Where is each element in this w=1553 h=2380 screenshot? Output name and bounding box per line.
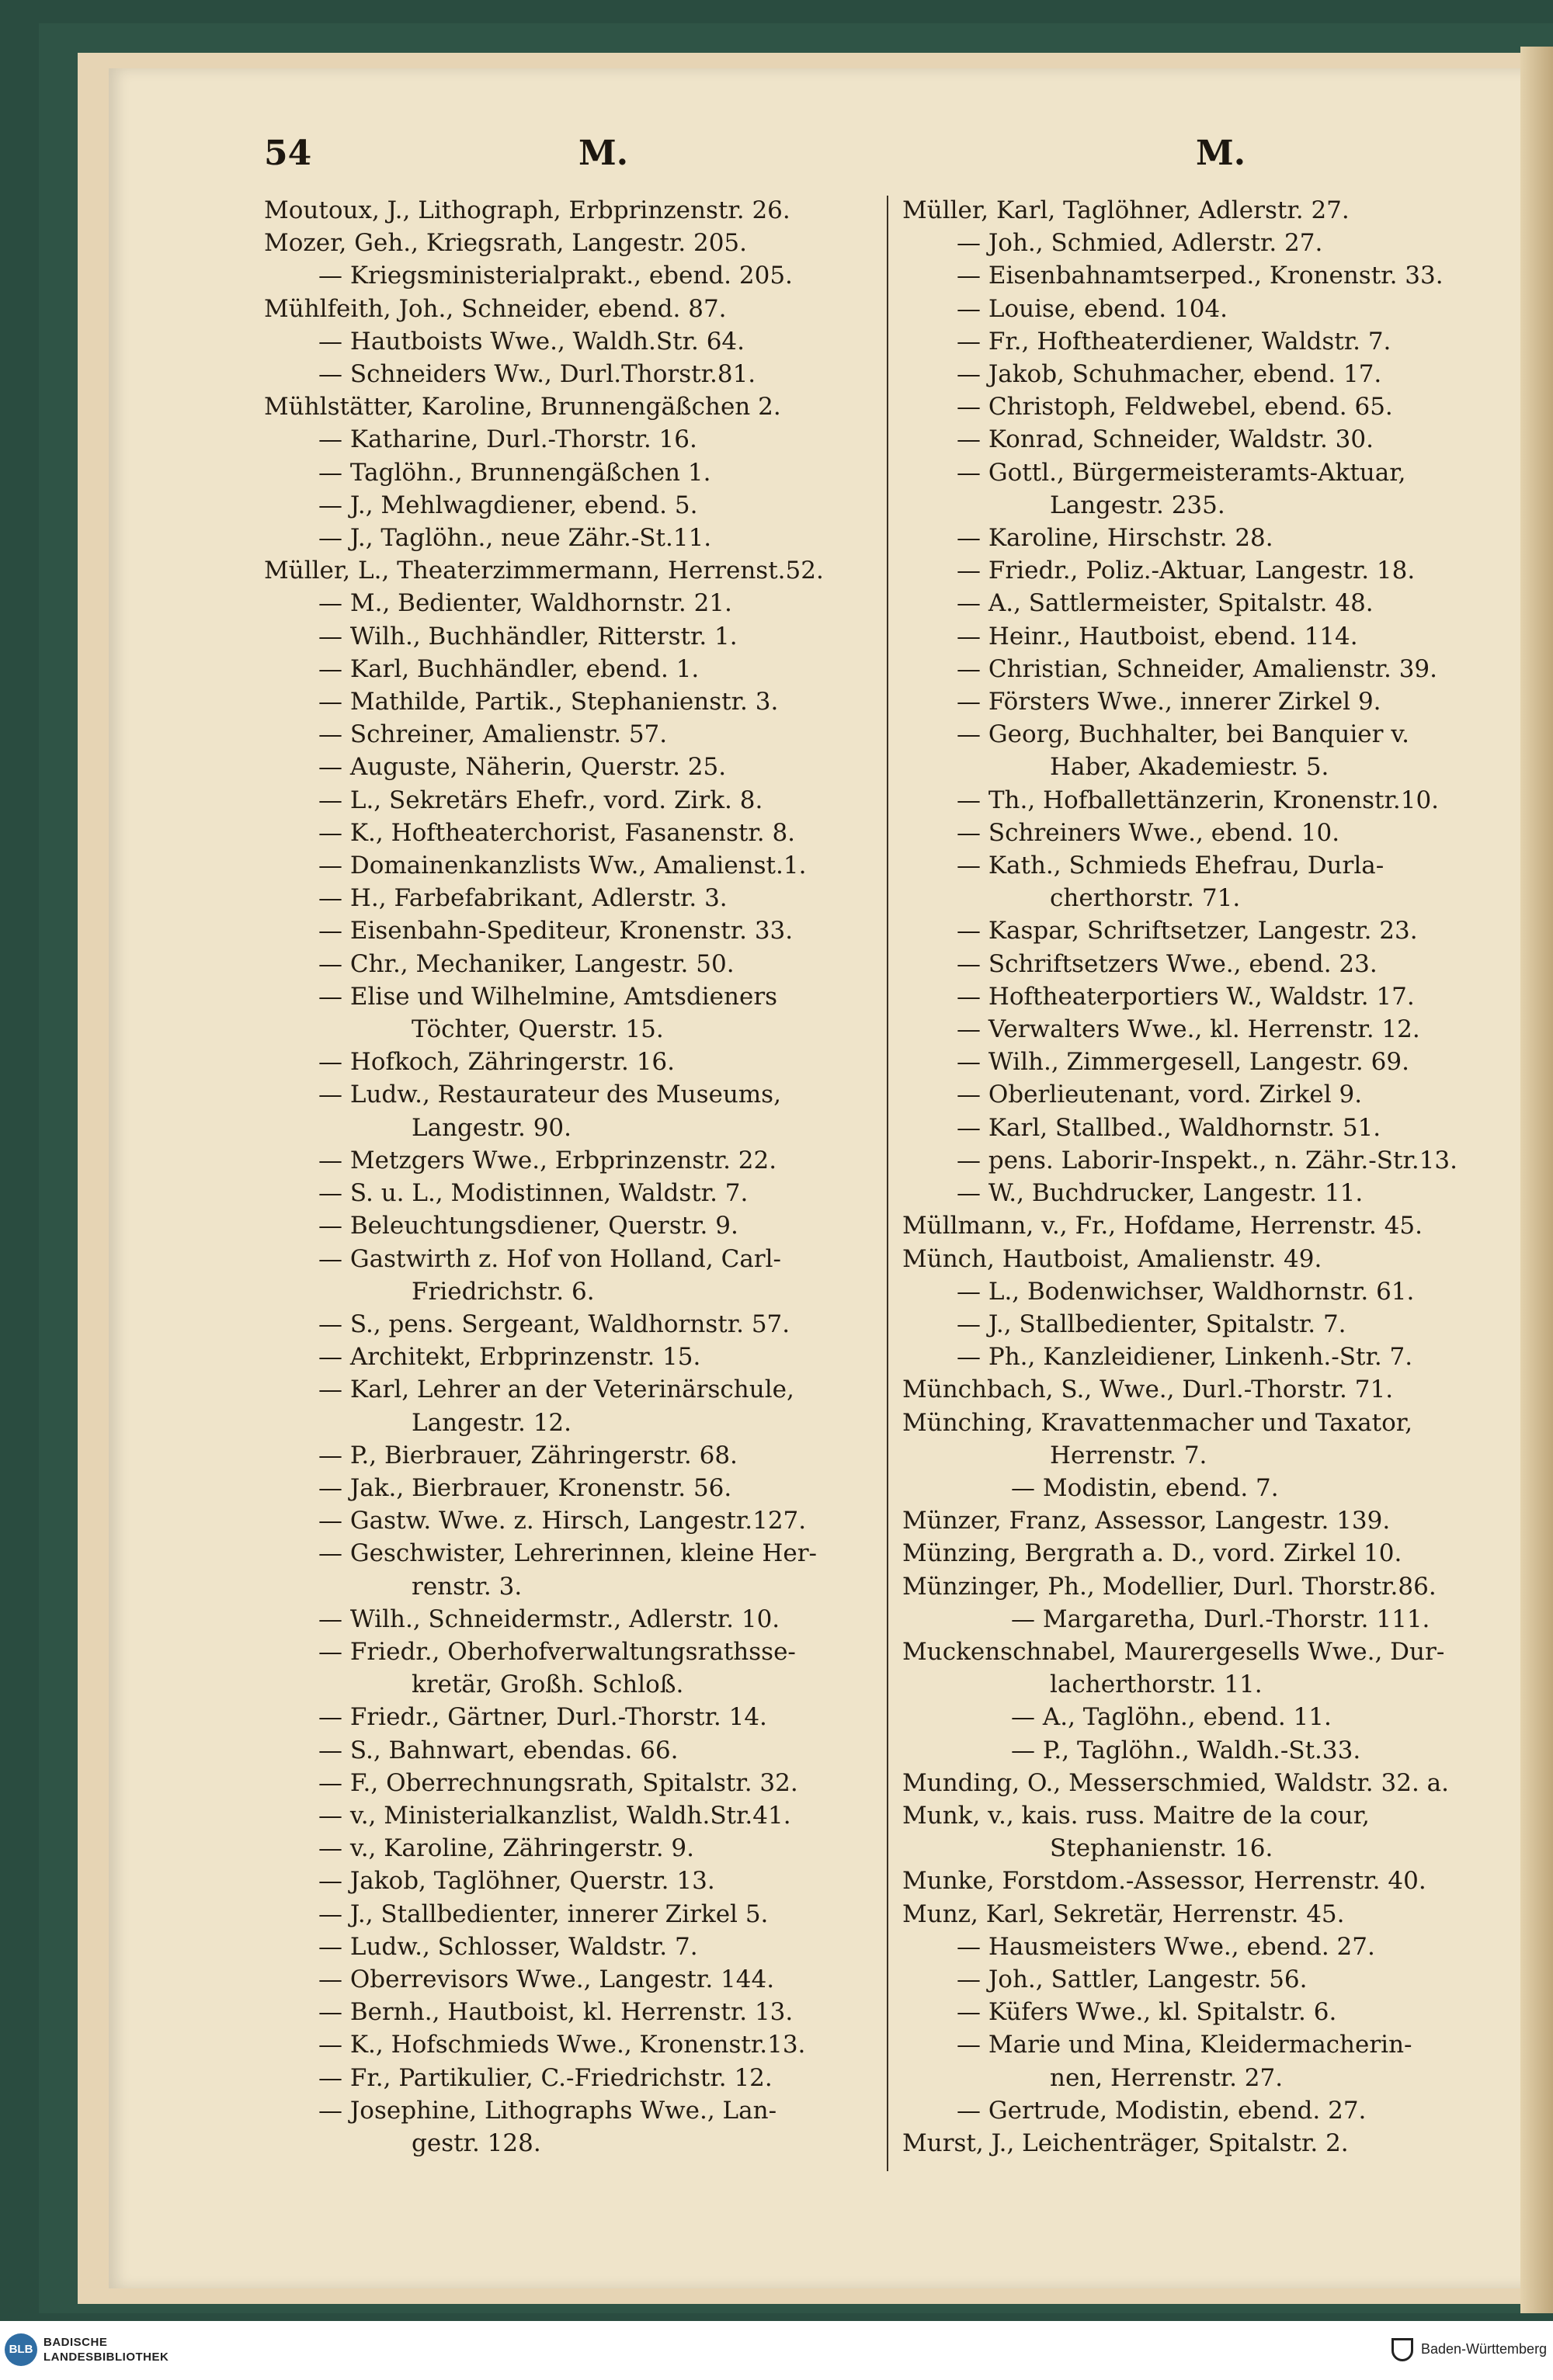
directory-entry: — Gastw. Wwe. z. Hirsch, Langestr.127. <box>318 1507 807 1535</box>
directory-entry: — Friedr., Oberhofverwaltungsrathsse- <box>318 1637 796 1666</box>
directory-entry: — Hausmeisters Wwe., ebend. 27. <box>957 1932 1375 1961</box>
directory-entry: — Wilh., Schneidermstr., Adlerstr. 10. <box>318 1605 780 1633</box>
directory-entry: — F., Oberrechnungsrath, Spitalstr. 32. <box>318 1768 798 1797</box>
directory-entry: — K., Hofschmieds Wwe., Kronenstr.13. <box>318 2031 806 2059</box>
directory-entry: Münzinger, Ph., Modellier, Durl. Thorstr.86. <box>902 1572 1437 1601</box>
directory-entry: — Th., Hofballettänzerin, Kronenstr.10. <box>957 786 1440 814</box>
directory-entry: Müllmann, v., Fr., Hofdame, Herrenstr. 45. <box>902 1212 1423 1240</box>
directory-entry: — S., pens. Sergeant, Waldhornstr. 57. <box>318 1310 790 1338</box>
directory-entry: — Wilh., Zimmergesell, Langestr. 69. <box>957 1048 1409 1077</box>
directory-entry: — Konrad, Schneider, Waldstr. 30. <box>957 425 1374 454</box>
directory-entry: — W., Buchdrucker, Langestr. 11. <box>957 1179 1364 1208</box>
directory-entry: Stephanienstr. 16. <box>1050 1834 1273 1863</box>
page-header <box>0 134 1553 180</box>
directory-entry: — Schneiders Ww., Durl.Thorstr.81. <box>318 360 756 389</box>
directory-entry: — S. u. L., Modistinnen, Waldstr. 7. <box>318 1179 749 1208</box>
directory-entry: Langestr. 12. <box>412 1408 572 1437</box>
state-name: Baden-Württemberg <box>1421 2341 1548 2357</box>
directory-entry: — Oberlieutenant, vord. Zirkel 9. <box>957 1081 1363 1109</box>
directory-entry: Friedrichstr. 6. <box>412 1277 595 1306</box>
directory-entry: — Ludw., Restaurateur des Museums, <box>318 1081 781 1109</box>
directory-entry: — Wilh., Buchhändler, Ritterstr. 1. <box>318 622 738 651</box>
directory-entry: Munke, Forstdom.-Assessor, Herrenstr. 40. <box>902 1867 1426 1896</box>
directory-entry: Münchbach, S., Wwe., Durl.-Thorstr. 71. <box>902 1376 1394 1404</box>
directory-entry: — Fr., Partikulier, C.-Friedrichstr. 12. <box>318 2063 773 2092</box>
directory-column-left <box>264 194 870 2160</box>
library-name <box>43 2335 169 2364</box>
directory-entry: — J., Stallbedienter, Spitalstr. 7. <box>957 1310 1346 1338</box>
directory-entry: — Friedr., Gärtner, Durl.-Thorstr. 14. <box>318 1703 767 1732</box>
directory-entry: — A., Taglöhn., ebend. 11. <box>1011 1703 1332 1732</box>
directory-entry: — Hoftheaterportiers W., Waldstr. 17. <box>957 982 1415 1011</box>
directory-entry: Münzing, Bergrath a. D., vord. Zirkel 10. <box>902 1539 1402 1568</box>
directory-entry: Münch, Hautboist, Amalienstr. 49. <box>902 1244 1322 1273</box>
directory-entry: — Ph., Kanzleidiener, Linkenh.-Str. 7. <box>957 1343 1413 1372</box>
directory-entry: Mozer, Geh., Kriegsrath, Langestr. 205. <box>264 229 747 258</box>
footer-bar <box>0 2321 1553 2380</box>
directory-entry: — Schriftsetzers Wwe., ebend. 23. <box>957 949 1378 978</box>
directory-entry: lacherthorstr. 11. <box>1050 1671 1263 1699</box>
directory-entry: — Oberrevisors Wwe., Langestr. 144. <box>318 1965 775 1993</box>
directory-entry: — Christian, Schneider, Amalienstr. 39. <box>957 654 1438 683</box>
blb-logo-icon: BLB <box>5 2333 37 2366</box>
directory-entry: — Louise, ebend. 104. <box>957 294 1228 323</box>
library-name-line2: LANDESBIBLIOTHEK <box>43 2351 169 2364</box>
directory-entry: — M., Bedienter, Waldhornstr. 21. <box>318 589 732 618</box>
directory-entry: cherthorstr. 71. <box>1050 884 1241 913</box>
directory-entry: — pens. Laborir-Inspekt., n. Zähr.-Str.13. <box>957 1146 1458 1174</box>
directory-entry: — Gastwirth z. Hof von Holland, Carl- <box>318 1244 782 1273</box>
directory-entry: — Auguste, Näherin, Querstr. 25. <box>318 753 727 782</box>
directory-entry: — Bernh., Hautboist, kl. Herrenstr. 13. <box>318 1998 794 2027</box>
directory-entry: — L., Bodenwichser, Waldhornstr. 61. <box>957 1277 1415 1306</box>
directory-entry: Langestr. 90. <box>412 1113 572 1142</box>
section-heading-left: M. <box>578 134 629 173</box>
page-number: 54 <box>264 134 312 173</box>
directory-entry: — Mathilde, Partik., Stephanienstr. 3. <box>318 688 779 716</box>
directory-entry: — Elise und Wilhelmine, Amtsdieners <box>318 982 778 1011</box>
directory-entry: — P., Taglöhn., Waldh.-St.33. <box>1011 1736 1361 1764</box>
directory-entry: Moutoux, J., Lithograph, Erbprinzenstr. 26. <box>264 196 790 224</box>
directory-entry: renstr. 3. <box>412 1572 523 1601</box>
directory-entry: Muckenschnabel, Maurergesells Wwe., Dur- <box>902 1637 1445 1666</box>
directory-entry: — J., Stallbedienter, innerer Zirkel 5. <box>318 1899 769 1928</box>
directory-entry: — Modistin, ebend. 7. <box>1011 1473 1279 1502</box>
directory-entry: — Fr., Hoftheaterdiener, Waldstr. 7. <box>957 327 1391 356</box>
directory-entry: — L., Sekretärs Ehefr., vord. Zirk. 8. <box>318 786 763 814</box>
directory-entry: gestr. 128. <box>412 2128 541 2157</box>
directory-entry: — Schreiners Wwe., ebend. 10. <box>957 818 1340 847</box>
directory-entry: — Karl, Stallbed., Waldhornstr. 51. <box>957 1113 1381 1142</box>
directory-entry: — Gottl., Bürgermeisteramts-Aktuar, <box>957 458 1406 487</box>
directory-entry: — Geschwister, Lehrerinnen, kleine Her- <box>318 1539 818 1568</box>
directory-entry: — S., Bahnwart, ebendas. 66. <box>318 1736 679 1764</box>
directory-entry: — Hautboists Wwe., Waldh.Str. 64. <box>318 327 745 356</box>
directory-entry: — Jak., Bierbrauer, Kronenstr. 56. <box>318 1473 732 1502</box>
directory-entry: Mühlfeith, Joh., Schneider, ebend. 87. <box>264 294 727 323</box>
directory-entry: — Heinr., Hautboist, ebend. 114. <box>957 622 1358 651</box>
directory-entry: — Architekt, Erbprinzenstr. 15. <box>318 1343 701 1372</box>
directory-entry: — Chr., Mechaniker, Langestr. 50. <box>318 949 735 978</box>
directory-entry: — Joh., Schmied, Adlerstr. 27. <box>957 229 1323 258</box>
directory-entry: Münzer, Franz, Assessor, Langestr. 139. <box>902 1507 1391 1535</box>
directory-entry: — Joh., Sattler, Langestr. 56. <box>957 1965 1308 1993</box>
section-heading-right: M. <box>1196 134 1246 173</box>
directory-entry: — Eisenbahn-Spediteur, Kronenstr. 33. <box>318 917 794 945</box>
directory-entry: — Schreiner, Amalienstr. 57. <box>318 720 668 749</box>
directory-entry: — Eisenbahnamtserped., Kronenstr. 33. <box>957 262 1444 290</box>
directory-entry: Mühlstätter, Karoline, Brunnengäßchen 2. <box>264 393 781 422</box>
library-name-line1: BADISCHE <box>43 2336 108 2349</box>
directory-entry: — Josephine, Lithographs Wwe., Lan- <box>318 2096 777 2125</box>
directory-entry: — Verwalters Wwe., kl. Herrenstr. 12. <box>957 1015 1420 1044</box>
directory-entry: — Jakob, Taglöhner, Querstr. 13. <box>318 1867 715 1896</box>
directory-entry: — Küfers Wwe., kl. Spitalstr. 6. <box>957 1998 1337 2027</box>
directory-entry: — Karl, Lehrer an der Veterinärschule, <box>318 1376 794 1404</box>
directory-entry: Haber, Akademiestr. 5. <box>1050 753 1329 782</box>
directory-entry: Töchter, Querstr. 15. <box>412 1015 664 1044</box>
directory-entry: Müller, L., Theaterzimmermann, Herrenst.52. <box>264 557 824 585</box>
directory-entry: — Georg, Buchhalter, bei Banquier v. <box>957 720 1409 749</box>
directory-entry: kretär, Großh. Schloß. <box>412 1671 684 1699</box>
directory-entry: — Karl, Buchhändler, ebend. 1. <box>318 654 700 683</box>
directory-entry: — Metzgers Wwe., Erbprinzenstr. 22. <box>318 1146 777 1174</box>
directory-entry: — Kath., Schmieds Ehefrau, Durla- <box>957 852 1384 880</box>
directory-entry: — Beleuchtungsdiener, Querstr. 9. <box>318 1212 738 1240</box>
directory-entry: — Kriegsministerialprakt., ebend. 205. <box>318 262 793 290</box>
directory-entry: — Gertrude, Modistin, ebend. 27. <box>957 2096 1367 2125</box>
directory-entry: nen, Herrenstr. 27. <box>1050 2063 1284 2092</box>
directory-entry: — Friedr., Poliz.-Aktuar, Langestr. 18. <box>957 557 1416 585</box>
directory-entry: — J., Taglöhn., neue Zähr.-St.11. <box>318 524 712 553</box>
directory-entry: Münching, Kravattenmacher und Taxator, <box>902 1408 1413 1437</box>
directory-entry: — J., Mehlwagdiener, ebend. 5. <box>318 491 698 519</box>
directory-entry: — Christoph, Feldwebel, ebend. 65. <box>957 393 1393 422</box>
directory-entry: Munding, O., Messerschmied, Waldstr. 32. a. <box>902 1768 1450 1797</box>
directory-entry: — Kaspar, Schriftsetzer, Langestr. 23. <box>957 917 1418 945</box>
directory-entry: — Katharine, Durl.-Thorstr. 16. <box>318 425 697 454</box>
directory-entry: — v., Ministerialkanzlist, Waldh.Str.41. <box>318 1801 791 1830</box>
directory-entry: — A., Sattlermeister, Spitalstr. 48. <box>957 589 1374 618</box>
directory-entry: — Domainenkanzlists Ww., Amalienst.1. <box>318 852 807 880</box>
directory-entry: Munk, v., kais. russ. Maitre de la cour, <box>902 1801 1370 1830</box>
directory-entry: Herrenstr. 7. <box>1050 1441 1207 1469</box>
directory-entry: — Jakob, Schuhmacher, ebend. 17. <box>957 360 1382 389</box>
page-gutter-edge <box>1520 47 1553 2313</box>
directory-entry: — Margaretha, Durl.-Thorstr. 111. <box>1011 1605 1430 1633</box>
directory-column-right <box>902 194 1516 2160</box>
directory-entry: — Hofkoch, Zähringerstr. 16. <box>318 1048 675 1077</box>
directory-entry: — Försters Wwe., innerer Zirkel 9. <box>957 688 1381 716</box>
directory-entry: Müller, Karl, Taglöhner, Adlerstr. 27. <box>902 196 1350 224</box>
directory-entry: — Marie und Mina, Kleidermacherin- <box>957 2031 1412 2059</box>
directory-entry: Murst, J., Leichenträger, Spitalstr. 2. <box>902 2128 1349 2157</box>
directory-entry: Langestr. 235. <box>1050 491 1225 519</box>
directory-entry: — Taglöhn., Brunnengäßchen 1. <box>318 458 711 487</box>
directory-entry: Munz, Karl, Sekretär, Herrenstr. 45. <box>902 1899 1345 1928</box>
directory-entry: — H., Farbefabrikant, Adlerstr. 3. <box>318 884 728 913</box>
coat-of-arms-icon <box>1391 2338 1413 2361</box>
directory-entry: — K., Hoftheaterchorist, Fasanenstr. 8. <box>318 818 796 847</box>
directory-entry: — Karoline, Hirschstr. 28. <box>957 524 1273 553</box>
directory-entry: — Ludw., Schlosser, Waldstr. 7. <box>318 1932 698 1961</box>
directory-entry: — v., Karoline, Zähringerstr. 9. <box>318 1834 694 1863</box>
directory-entry: — P., Bierbrauer, Zähringerstr. 68. <box>318 1441 738 1469</box>
column-divider <box>887 196 888 2171</box>
